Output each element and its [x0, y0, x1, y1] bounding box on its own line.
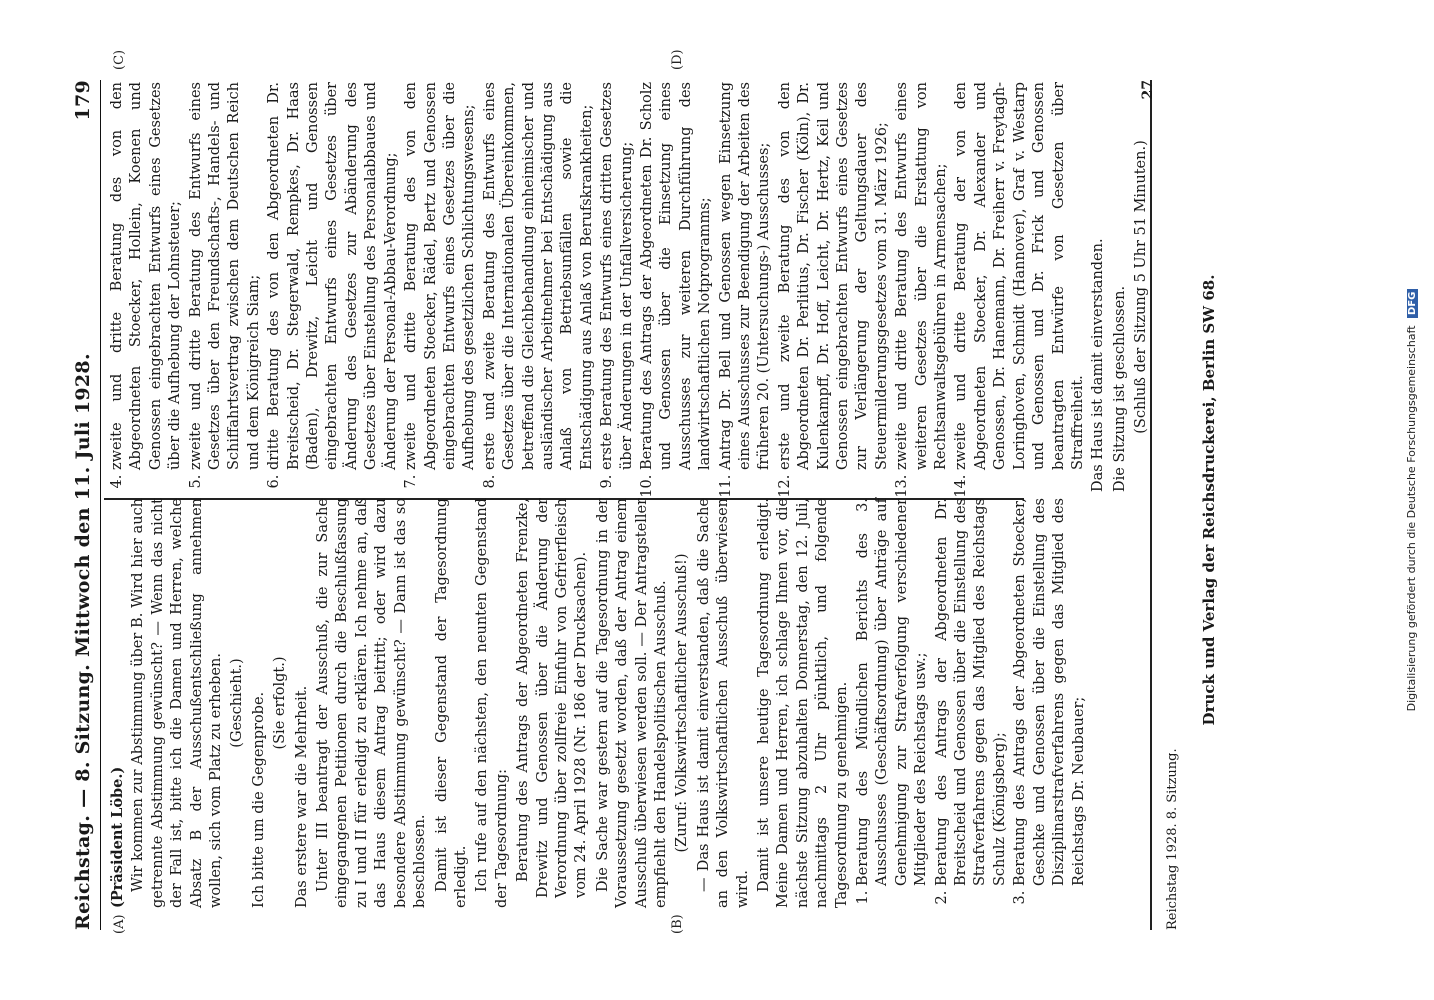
footer-page-number: 27 — [1140, 80, 1156, 100]
paragraph: Unter III beantragt der Ausschuß, die zur Sache eingegangenen Petitionen durch die Beschlußfassung zu I und II für erledigt zu erklären. Ich nehme an, daß das Haus diesem Antrag beitritt; oder wird dazu besondere Abstimmung gewünscht? — Dann ist das so beschlossen. — [315, 498, 429, 908]
closing-line: Das Haus ist damit einverstanden. — [1090, 238, 1107, 492]
margin-letter-b: (B) — [670, 914, 685, 934]
stage-direction: (Geschieht.) — [229, 658, 246, 748]
closing-time: (Schluß der Sitzung 5 Uhr 51 Minuten.) — [1133, 140, 1150, 434]
paragraph: Ich bitte um die Gegenprobe. — [250, 691, 267, 908]
closing-line: Die Sitzung ist geschlossen. — [1111, 285, 1128, 492]
header-page-number: 179 — [72, 80, 94, 121]
agenda-item: 4. zweite und dritte Beratung des von den Abgeordneten Stoecker, Hollein, Koenen und Genossen eingebrachten Entwurfs eines Gesetzes über die Aufhebung der Lohnsteuer; — [108, 82, 186, 470]
paragraph: Wir kommen zur Abstimmung über B. Wird hier auch getrennte Abstimmung gewünscht? — Wenn das nicht der Fall ist, bitte ich die Damen und Herren, welche Absatz B der Ausschußentschließung annehmen wollen, sich vom Platz zu erheben. — [130, 498, 225, 908]
paragraph: Damit ist dieser Gegenstand der Tagesordnung erledigt. — [433, 498, 469, 908]
margin-letter-a: (A) — [112, 914, 127, 934]
right-column — [108, 82, 1154, 492]
agenda-item-text: Beratung des Antrags der Abgeordneten Frenzke, Drewitz und Genossen über die Änderung der Verordnung über zollfreie Einfuhr von Gefrierfleisch vom 24. April 1928 (Nr. 186 der Drucksachen). — [515, 498, 590, 898]
footer-session: Reichstag 1928. 8. Sitzung. — [1165, 748, 1180, 930]
paragraph: Das erstere war die Mehrheit. — [293, 685, 310, 908]
agenda-item: 2. Beratung des Antrags der Abgeordneten Dr. Breitscheid und Genossen über die Einstellung des Strafverfahrens gegen das Mitglied des Reichstags Schulz (Königsberg); — [933, 498, 1011, 886]
agenda-list — [854, 498, 1089, 908]
dfg-logo: DFG — [1407, 289, 1418, 318]
agenda-item: 1. Beratung des Mündlichen Berichts des 3. Ausschusses (Geschäftsordnung) über Anträge auf Genehmigung zur Strafverfolgung verschiedener Mitglieder des Reichstags usw.; — [854, 498, 932, 886]
agenda-list — [108, 82, 1088, 492]
footer-printer: Druck und Verlag der Reichsdruckerei, Berlin SW 68. — [1200, 274, 1218, 726]
agenda-item: 11. Antrag Dr. Bell und Genossen wegen Einsetzung eines Ausschusses zur Beendigung der Arbeiten des früheren 20. (Untersuchungs-) Ausschusses; — [717, 82, 775, 470]
agenda-item: 8. erste und zweite Beratung des Entwurfs eines Gesetzes über die Internationalen Übereinkommen, betreffend die Gleichbehandlung einheimischer und ausländischer Arbeitnehmer bei Entschädigung aus Anlaß von Betriebsunfällen sowie die Entschädigung aus Anlaß von Berufskrankheiten; — [481, 82, 597, 470]
digitization-note — [1405, 0, 1418, 1000]
agenda-item: 10. Beratung des Antrags der Abgeordneten Dr. Scholz und Genossen über die Einsetzung eines Ausschusses zur weiteren Durchführung des landwirtschaftlichen Notprogramms; — [638, 82, 716, 470]
speaker-label: (Präsident Löbe.) — [109, 766, 126, 908]
agenda-item: 14. zweite und dritte Beratung der von den Abgeordneten Stoecker, Dr. Alexander und Genossen, Dr. Hanemann, Dr. Freiherr v. Freytagh-Loringhoven, Schmidt (Hannover), Graf v. Westarp und Genossen und Dr. Frick und Genossen beantragten Entwürfe von Gesetzen über Straffreiheit. — [952, 82, 1088, 470]
digitization-text: Digitalisierung gefördert durch die Deutsche Forschungsgemeinschaft — [1405, 325, 1418, 712]
agenda-item: 6. dritte Beratung des von den Abgeordneten Dr. Breitscheid, Dr. Stegerwald, Rempkes, Dr. Haas (Baden), Drewitz, Leicht und Genossen eingebrachten Entwurfs eines Gesetzes über Änderung des Gesetzes zur Abänderung des Gesetzes über Einstellung des Personalabbaues und Änderung der Personal-Abbau-Verordnung; — [265, 82, 401, 470]
paragraph: — Das Haus ist damit einverstanden, daß die Sache an den Volkswirtschaftlichen Ausschuß überwiesen wird. — [695, 498, 751, 908]
header-date: Mittwoch den 11. Juli 1928. — [72, 353, 94, 657]
paragraph: Ich rufe auf den nächsten, den neunten Gegenstand der Tagesordnung: — [474, 498, 510, 908]
agenda-item: 13. zweite und dritte Beratung des Entwurfs eines weiteren Gesetzes über die Erstattung von Rechtsanwaltsgebühren in Armensachen; — [893, 82, 951, 470]
paragraph: Damit ist unsere heutige Tagesordnung erledigt. Meine Damen und Herren, ich schlage Ihnen vor, die nächste Sitzung abzuhalten Donnerstag, den 12. Juli, nachmittags 2 Uhr pünktlich, und folgende Tagesordnung zu genehmigen. — [756, 498, 850, 908]
left-column — [108, 498, 1090, 908]
agenda-item: 12. erste und zweite Beratung des von den Abgeordneten Dr. Perlitius, Dr. Fischer (Köln), Dr. Kulenkampff, Dr. Hoff, Leicht, Dr. Hertz, Keil und Genossen eingebrachten Entwurfs eines Gesetzes zur Verlängerung der Geltungsdauer des Steuermilderungsgesetzes vom 31. März 1926; — [776, 82, 892, 470]
agenda-item: 7. zweite und dritte Beratung des von den Abgeordneten Stoecker, Rädel, Bertz und Genossen eingebrachten Entwurfs eines Gesetzes über die Aufhebung des gesetzlichen Schlichtungswesens; — [402, 82, 480, 470]
page-header — [70, 80, 101, 930]
margin-letter-c: (C) — [112, 49, 127, 70]
header-left: Reichstag. — 8. Sitzung. — [72, 663, 94, 930]
agenda-item: 3. Beratung des Antrags der Abgeordneten Stoecker, Geschke und Genossen über die Einstellung des Disziplinarstrafverfahrens gegen das Mitglied des Reichstags Dr. Neubauer; — [1011, 498, 1089, 886]
agenda-item: 9. erste Beratung des Entwurfs eines dritten Gesetzes über Änderungen in der Unfallversicherung; — [598, 82, 637, 470]
agenda-item: 5. zweite und dritte Beratung des Entwurfs eines Gesetzes über den Freundschafts-, Handels- und Schiffahrtsvertrag zwischen dem Deutschen Reich und dem Königreich Siam; — [187, 82, 265, 470]
footer-rule — [1150, 80, 1152, 930]
paragraph: Die Sache war gestern auf die Tagesordnung in der Voraussetzung gesetzt worden, daß der Antrag einem Ausschuß überwiesen werden soll. — Der Antragsteller empfiehlt den Handelspolitischen Ausschuß. — [594, 498, 669, 908]
interjection: (Zuruf: Volkswirtschaftlicher Ausschuß!) — [674, 553, 691, 853]
margin-letter-d: (D) — [670, 49, 685, 70]
stage-direction: (Sie erfolgt.) — [272, 656, 289, 750]
